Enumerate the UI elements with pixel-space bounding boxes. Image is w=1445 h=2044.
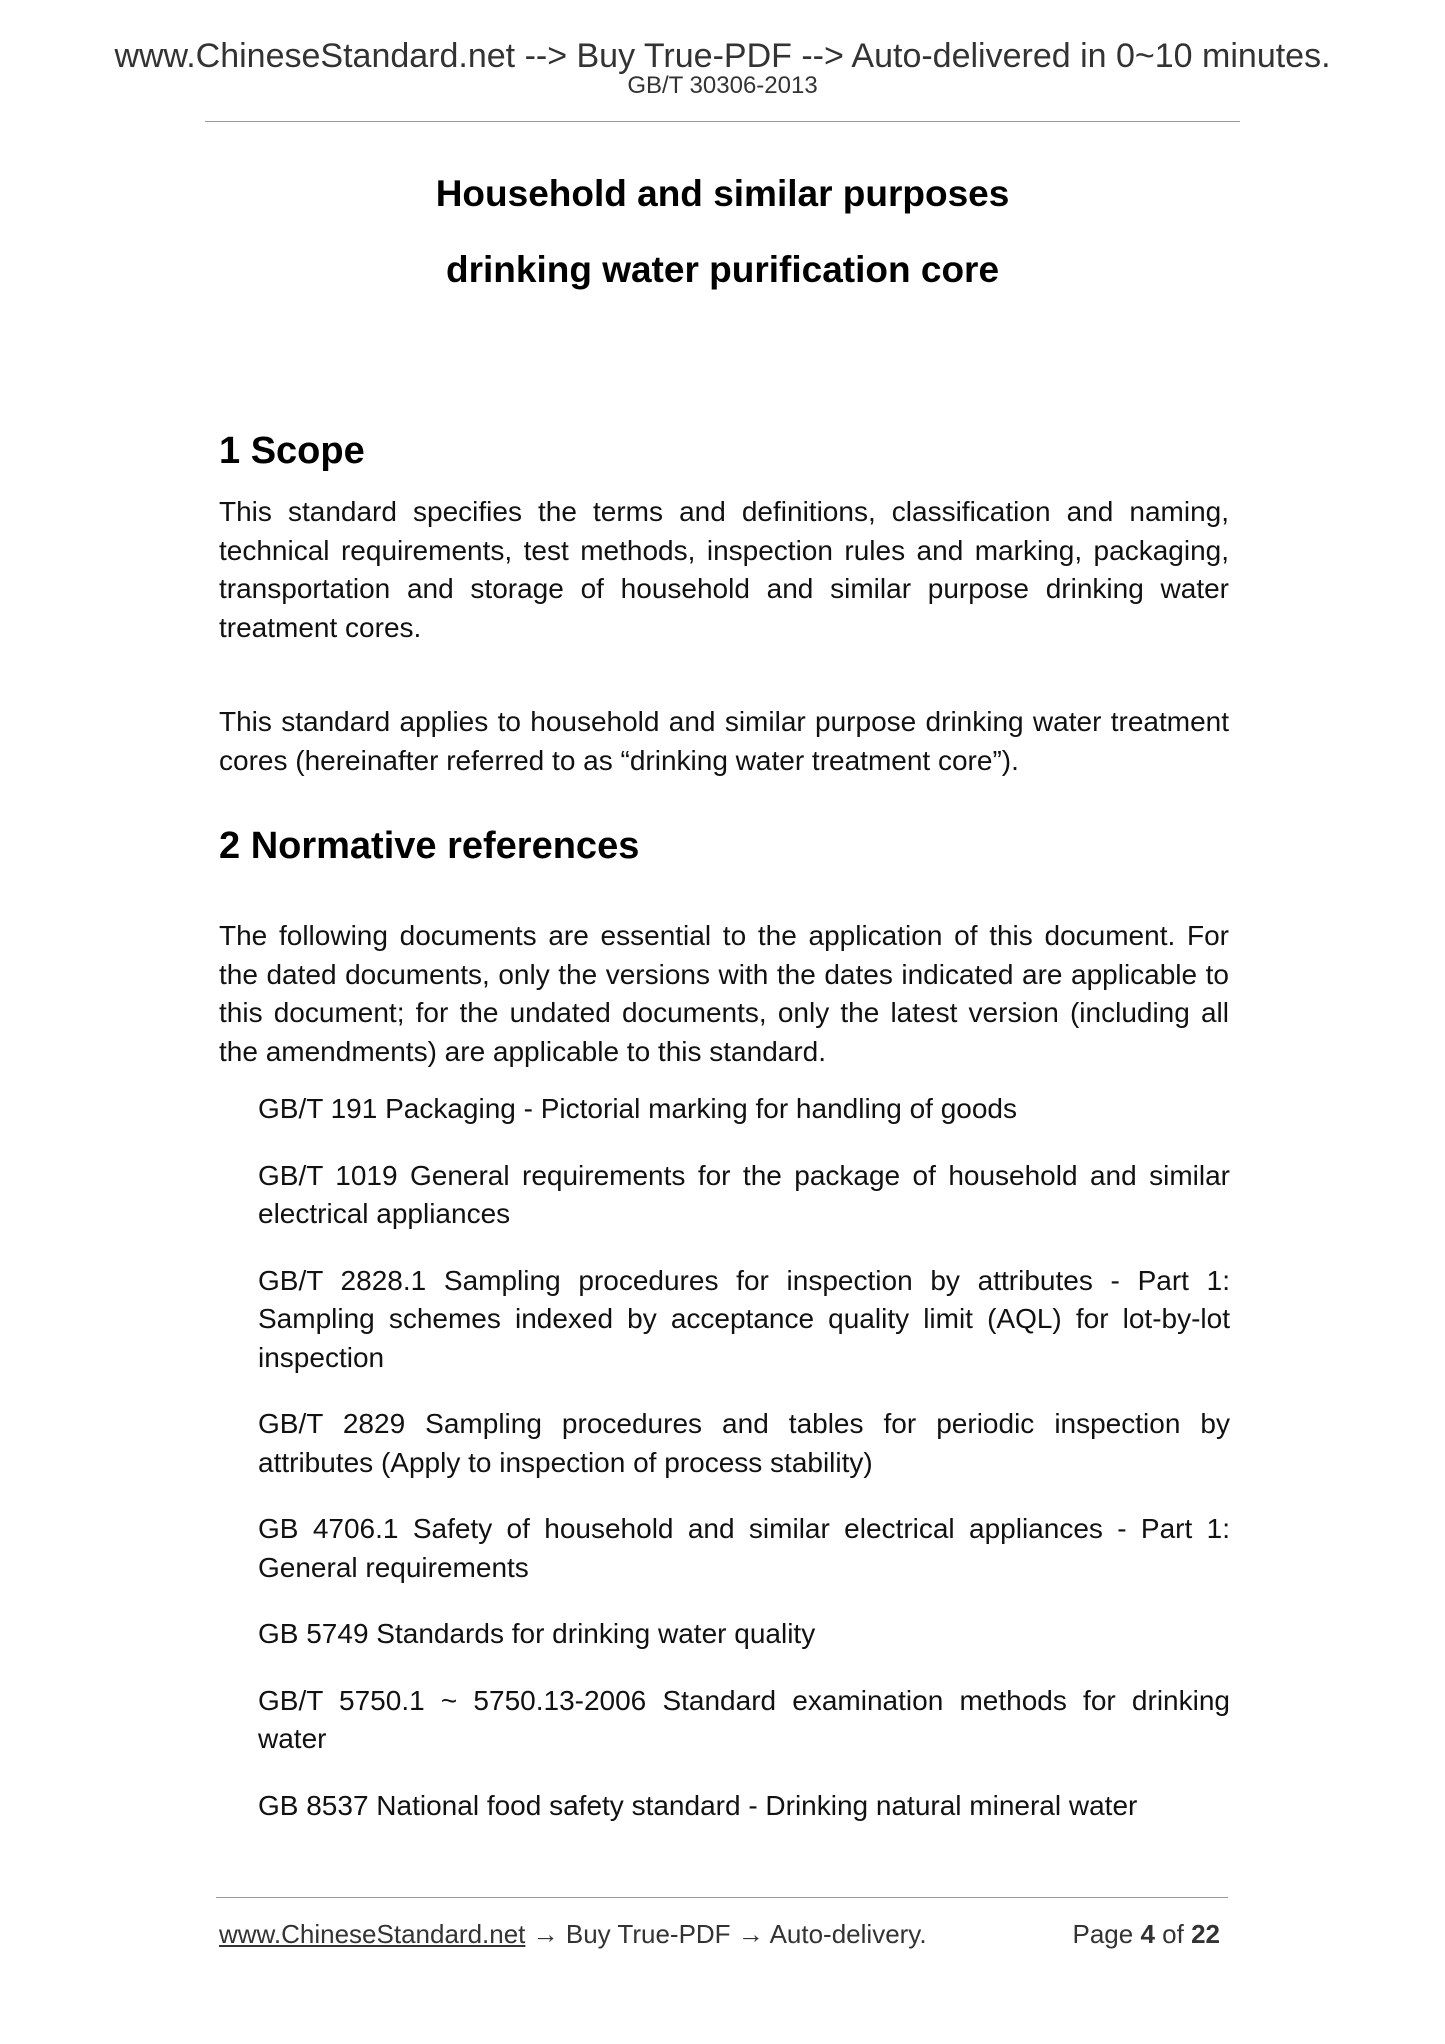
reference-item: GB/T 2829 Sampling procedures and tables for periodic inspection by attributes (Apply to inspection of process stability) [258,1408,1230,1478]
reference-item: GB 4706.1 Safety of household and similar electrical appliances - Part 1: General requirements [258,1513,1230,1583]
section-heading-scope: 1 Scope [219,430,365,472]
reference-item: GB/T 2828.1 Sampling procedures for inspection by attributes - Part 1: Sampling schemes indexed by acceptance quality limit (AQL) for lot-by-lot inspection [258,1264,1230,1373]
footer-divider [216,1897,1228,1898]
reference-item: GB/T 191 Packaging - Pictorial marking for handling of goods [258,1093,1018,1124]
normative-references-intro: The following documents are essential to the application of this document. For the dated documents, only the versions with the dates indicated are applicable to this document; for the undated documents, only the latest version (including all the amendments) are applicable to this standard. [219,920,1229,1067]
reference-item: GB 8537 National food safety standard - Drinking natural mineral water [258,1789,1138,1821]
section-heading-normative-references: 2 Normative references [219,825,640,867]
header-banner: www.ChineseStandard.net --> Buy True-PDF --> Auto-delivered in 0~10 minutes. [114,37,1331,75]
footer-tagline: → Buy True-PDF → Auto-delivery. [525,1919,927,1949]
of-label: of [1162,1919,1184,1949]
page-label: Page [1072,1919,1134,1949]
scope-paragraph-2: This standard applies to household and similar purpose drinking water treatment cores (hereinafter referred to as “drinking water treatment core”). [219,706,1229,776]
standard-code: GB/T 30306-2013 [627,72,818,99]
total-pages: 22 [1191,1919,1220,1949]
footer-site-link[interactable]: www.ChineseStandard.net [219,1919,526,1949]
document-title-line-2: drinking water purification core [445,249,1000,290]
reference-list [258,1090,1230,1853]
header-divider [205,121,1240,122]
reference-item: GB 5749 Standards for drinking water quality [258,1618,816,1649]
scope-paragraph-1: This standard specifies the terms and definitions, classification and naming, technical requirements, test methods, inspection rules and marking, packaging, transportation and storage of household and similar purpose drinking water treatment cores. [219,496,1229,643]
reference-item: GB/T 5750.1 ~ 5750.13-2006 Standard examination methods for drinking water [258,1684,1230,1754]
page-indicator [1072,1918,1220,1950]
document-title-line-1: Household and similar purposes [435,173,1010,214]
footer-left [219,1918,927,1950]
reference-item: GB/T 1019 General requirements for the package of household and similar electrical appliances [258,1159,1230,1229]
page-number: 4 [1140,1919,1155,1949]
